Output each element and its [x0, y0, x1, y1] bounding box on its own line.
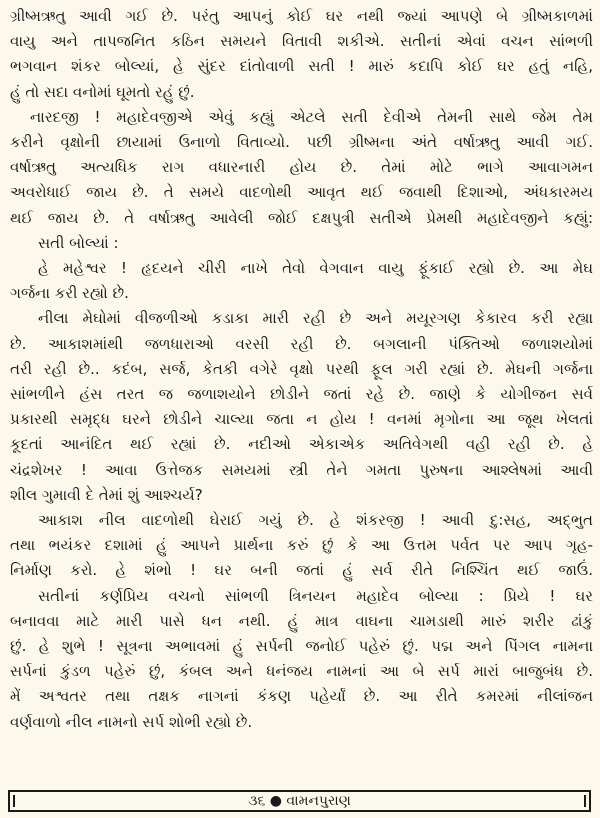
- text-line: મેં અશ્વતર તથા તક્ષક નાગનાં કંકણ પહેર્યાં છે. આ રીતે કમરમાં નીલાંજન: [10, 687, 593, 706]
- footer-label: [10, 792, 589, 810]
- text-line: છે. આકાશમાંથી જળધારાઓ વરસી રહી છે. બગલાની પંક્તિઓ જળાશયોમાં: [10, 334, 593, 353]
- text-line: કૂદતાં આનંદિત થઈ રહ્યાં છે. નદીઓ એકાએક અતિવેગથી વહી રહી છે. હે: [10, 435, 593, 454]
- text-line: નિર્માણ કરો. હે શંભો ! ઘર બની જતાં હું સર્વ રીતે નિશ્ચિંત થઈ જાઉં.: [10, 561, 593, 580]
- text-line: થઈ જાય છે. તે વર્ષાઋતુ આવેલી જોઈ દક્ષપુત્રી સતીએ પ્રેમથી મહાદેવજીને કહ્યું:: [10, 208, 593, 227]
- text-line: નીલા મેઘોમાં વીજળીઓ કડાકા મારી રહી છે અને મયૂરગણ કેકારવ કરી રહ્યા: [38, 309, 593, 328]
- text-line: તરી રહી છે.. કદંબ, સર્જ, કેતકી વગેરે વૃક્ષો પરથી ફૂલ ગરી રહ્યાં છે. મેઘની ગર્જના: [10, 359, 593, 378]
- text-line: આકાશ નીલ વાદળોથી ઘેરાઈ ગયું છે. હે શંકરજી ! આવી દુ:સહ, અદ્ભુત: [38, 511, 593, 530]
- text-line: કરીને વૃક્ષોની છાયામાં ઉનાળો વિતાવ્યો. પછી ગ્રીષ્મના અંતે વર્ષાઋતુ આવી ગઈ.: [10, 133, 593, 152]
- text-line: ગર્જના કરી રહ્યો છે.: [10, 284, 129, 303]
- text-line: સતીનાં કર્ણપ્રિય વચનો સાંભળી ત્રિનયન મહાદેવ બોલ્યા : પ્રિયે ! ઘર: [38, 586, 593, 605]
- text-line: શીલ ગુમાવી દે તેમાં શું આશ્ચર્ય?: [10, 485, 203, 504]
- text-line: તથા ભયંકર દશામાં હું આપને પ્રાર્થના કરું છું કે આ ઉત્તમ પર્વત પર આપ ગૃહ-: [10, 536, 593, 555]
- text-line: પ્રકારથી સમૃદ્ધ ઘરને છોડીને ચાલ્યા જતા ન હોય ! વનમાં મૃગોના આ જૂથ ખેલતાં: [10, 410, 593, 429]
- text-line: છું. હે શુભે ! સૂત્રના અભાવમાં હું સર્પની જનોઈ પહેરું છું. પદ્મ અને પિંગલ નામના: [10, 637, 593, 656]
- text-line: ભગવાન શંકર બોલ્યાં, હે સુંદર દાંતોવાળી સતી ! મારું કદાપિ કોઈ ઘર હતું નહિ,: [10, 57, 593, 76]
- text-line: ચંદ્રશેખર ! આવા ઉત્તેજક સમયમાં સ્ત્રી તેને ગમતા પુરુષના આશ્લેષમાં આવી: [10, 460, 593, 479]
- text-line: સતી બોલ્યાં :: [38, 233, 119, 252]
- text-line: ગ્રીષ્મઋતુ આવી ગઈ છે. પરંતુ આપનું કોઈ ઘર નથી જ્યાં આપણે બે ગ્રીષ્મકાળમાં: [10, 7, 593, 25]
- text-line: હે મહેશ્વર ! હૃદયને ચીરી નાખે તેવો વેગવાન વાયુ ફૂંકાઈ રહ્યો છે. આ મેઘ: [38, 259, 593, 278]
- page-number: ૩૬: [248, 793, 266, 809]
- text-line: સાંભળીને હંસ તરત જ જળાશયોને છોડીને જતાં રહે છે. જાણે કે યોગીજન સર્વ: [10, 385, 593, 404]
- text-line: વર્ણવાળો નીલ નામનો સર્પ શોભી રહ્યો છે.: [10, 712, 253, 731]
- text-line: સર્પનાં કુંડળ પહેરું છું, કંબલ અને ધનંજય નામનાં આ બે સર્પ મારાં બાજુબંધ છે.: [10, 662, 593, 681]
- text-line: નારદજી ! મહાદેવજીએ એવું કહ્યું એટલે સતી દેવીએ તેમની સાથે જેમ તેમ: [30, 107, 593, 126]
- footer-separator: ●: [269, 793, 282, 809]
- page-footer: [8, 790, 591, 812]
- text-line: હું તો સદા વનોમાં ઘૂમતો રહું છું.: [10, 82, 195, 101]
- text-line: વાયુ અને તાપજનિત કઠિન સમયને વિતાવી શકીએ. સતીનાં એવાં વચન સાંભળી: [10, 32, 593, 51]
- text-line: અવરોધાઈ જાય છે. તે સમયે વાદળોથી આવૃત થઈ જવાથી દિશાઓ, અંધકારમય: [10, 183, 593, 202]
- page-body: [10, 4, 593, 735]
- text-line: બનાવવા માટે મારી પાસે ધન નથી. હું માત્ર વાઘના ચામડાથી મારું શરીર ઢાંકું: [10, 611, 593, 630]
- text-line: વર્ષાઋતુ અત્યધિક રાગ વધારનારી હોય છે. તેમાં મોટે ભાગે આવાગમન: [10, 158, 593, 177]
- book-title: વામનપુરાણ: [286, 793, 351, 809]
